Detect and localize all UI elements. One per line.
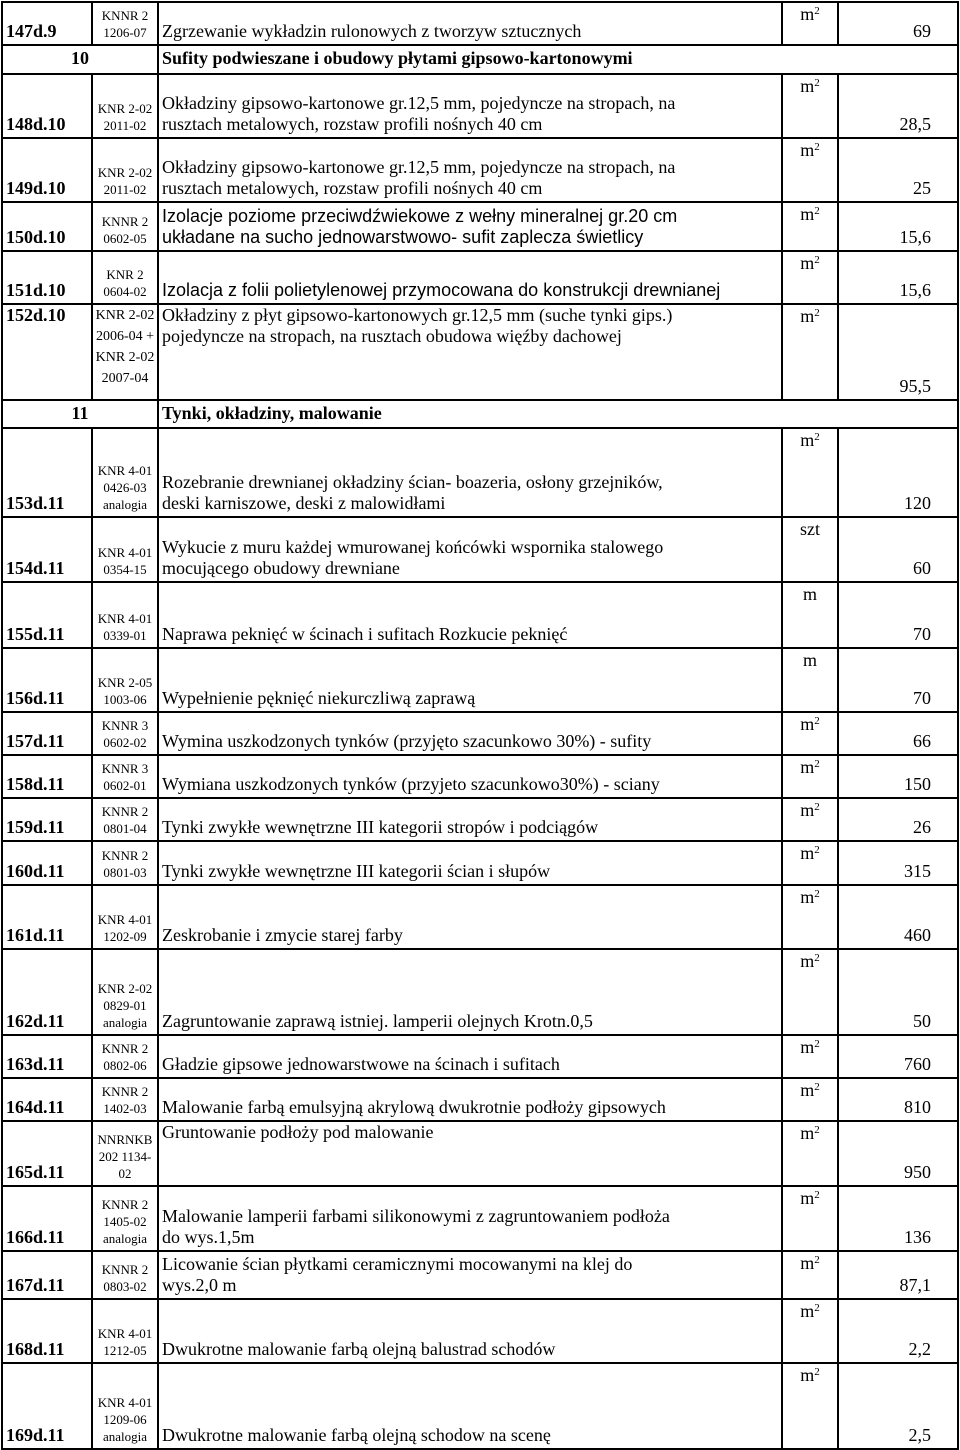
quantity: 150 bbox=[838, 755, 958, 798]
unit-base: szt bbox=[800, 519, 820, 539]
unit-of-measure bbox=[782, 841, 838, 885]
quantity: 315 bbox=[838, 841, 958, 885]
catalog-code-text: KNNR 2 1405-02 analogia bbox=[101, 1197, 149, 1246]
work-description bbox=[158, 582, 782, 648]
quantity: 2,5 bbox=[838, 1363, 958, 1449]
unit-of-measure bbox=[782, 798, 838, 841]
table-row bbox=[2, 755, 958, 798]
catalog-code bbox=[92, 202, 158, 251]
unit-of-measure bbox=[782, 1363, 838, 1449]
work-description-text: Zgrzewanie wykładzin rulonowych z tworzyw sztucznych bbox=[162, 21, 582, 41]
unit-exponent: 2 bbox=[814, 1081, 820, 1093]
position-number: 162d.11 bbox=[2, 949, 92, 1035]
table-row bbox=[2, 138, 958, 202]
catalog-code bbox=[92, 517, 158, 582]
table-row bbox=[2, 251, 958, 304]
position-number: 167d.11 bbox=[2, 1251, 92, 1299]
table-row bbox=[2, 949, 958, 1035]
work-description bbox=[158, 755, 782, 798]
quantity: 25 bbox=[838, 138, 958, 202]
work-description bbox=[158, 949, 782, 1035]
catalog-code-text: KNR 4-01 1209-06 analogia bbox=[97, 1395, 153, 1444]
section-header-row bbox=[2, 400, 958, 428]
table-row bbox=[2, 304, 958, 400]
quantity: 810 bbox=[838, 1078, 958, 1121]
catalog-code-text: KNR 2-02 2006-04 + KNR 2-02 2007-04 bbox=[95, 308, 155, 386]
unit-of-measure bbox=[782, 1251, 838, 1299]
unit-of-measure bbox=[782, 202, 838, 251]
table-row bbox=[2, 1299, 958, 1363]
unit-exponent: 2 bbox=[814, 758, 820, 770]
unit-of-measure bbox=[782, 582, 838, 648]
catalog-code-text: KNR 4-01 0339-01 bbox=[97, 611, 153, 643]
work-description bbox=[158, 74, 782, 138]
position-number: 147d.9 bbox=[2, 2, 92, 45]
quantity: 15,6 bbox=[838, 202, 958, 251]
work-description bbox=[158, 885, 782, 949]
work-description bbox=[158, 1251, 782, 1299]
unit-exponent: 2 bbox=[814, 844, 820, 856]
work-description-text: Okładziny gipsowo-kartonowe gr.12,5 mm, pojedyncze na stropach, na rusztach metalowych, rozstaw profili nośnych 40 cm bbox=[162, 157, 676, 198]
unit-base: m bbox=[800, 430, 815, 450]
work-description-text: Wymiana uszkodzonych tynków (przyjeto szacunkowo30%) - sciany bbox=[162, 774, 660, 794]
unit-exponent: 2 bbox=[814, 5, 820, 17]
unit-base: m bbox=[800, 1365, 815, 1385]
unit-of-measure bbox=[782, 251, 838, 304]
unit-exponent: 2 bbox=[814, 1254, 820, 1266]
catalog-code bbox=[92, 1186, 158, 1251]
unit-exponent: 2 bbox=[814, 888, 820, 900]
quantity: 66 bbox=[838, 712, 958, 755]
unit-of-measure bbox=[782, 712, 838, 755]
unit-of-measure bbox=[782, 1186, 838, 1251]
unit-exponent: 2 bbox=[814, 307, 820, 319]
work-description-text: Okładziny gipsowo-kartonowe gr.12,5 mm, pojedyncze na stropach, na rusztach metalowych, rozstaw profili nośnych 40 cm bbox=[162, 93, 676, 134]
position-number: 168d.11 bbox=[2, 1299, 92, 1363]
unit-base: m bbox=[800, 951, 815, 971]
table-row bbox=[2, 1363, 958, 1449]
unit-base: m bbox=[800, 4, 815, 24]
unit-exponent: 2 bbox=[814, 1124, 820, 1136]
quantity: 69 bbox=[838, 2, 958, 45]
table-row bbox=[2, 2, 958, 45]
work-description-text: Wymina uszkodzonych tynków (przyjęto szacunkowo 30%) - sufity bbox=[162, 731, 652, 751]
catalog-code bbox=[92, 798, 158, 841]
work-description-text: Zagruntowanie zaprawą istniej. lamperii olejnych Krotn.0,5 bbox=[162, 1011, 593, 1031]
unit-base: m bbox=[802, 584, 817, 604]
work-description bbox=[158, 1299, 782, 1363]
position-number: 155d.11 bbox=[2, 582, 92, 648]
quantity: 70 bbox=[838, 648, 958, 712]
work-description-text: Wypełnienie pęknięć niekurczliwą zaprawą bbox=[162, 688, 476, 708]
position-number: 164d.11 bbox=[2, 1078, 92, 1121]
catalog-code-text: KNNR 2 1206-07 bbox=[101, 8, 149, 40]
position-number: 153d.11 bbox=[2, 428, 92, 517]
unit-of-measure bbox=[782, 74, 838, 138]
table-row bbox=[2, 798, 958, 841]
unit-base: m bbox=[800, 1253, 815, 1273]
position-number: 148d.10 bbox=[2, 74, 92, 138]
work-description bbox=[158, 1035, 782, 1078]
unit-of-measure bbox=[782, 1299, 838, 1363]
catalog-code bbox=[92, 1035, 158, 1078]
work-description-text: Wykucie z muru każdej wmurowanej końcówki wspornika stalowego mocującego obudowy drewniane bbox=[162, 537, 664, 578]
position-number: 149d.10 bbox=[2, 138, 92, 202]
catalog-code bbox=[92, 949, 158, 1035]
catalog-code-text: KNNR 2 0802-06 bbox=[101, 1041, 149, 1073]
table-row bbox=[2, 1078, 958, 1121]
unit-exponent: 2 bbox=[814, 952, 820, 964]
unit-base: m bbox=[800, 140, 815, 160]
table-row bbox=[2, 712, 958, 755]
work-description bbox=[158, 712, 782, 755]
quantity: 950 bbox=[838, 1121, 958, 1186]
quantity: 2,2 bbox=[838, 1299, 958, 1363]
quantity: 760 bbox=[838, 1035, 958, 1078]
table-row bbox=[2, 841, 958, 885]
work-description bbox=[158, 304, 782, 400]
unit-base: m bbox=[800, 714, 815, 734]
catalog-code bbox=[92, 712, 158, 755]
work-description bbox=[158, 2, 782, 45]
catalog-code-text: KNR 4-01 1212-05 bbox=[97, 1326, 153, 1358]
catalog-code bbox=[92, 582, 158, 648]
catalog-code-text: NNRNKB 202 1134- 02 bbox=[97, 1132, 153, 1181]
catalog-code bbox=[92, 1299, 158, 1363]
unit-exponent: 2 bbox=[814, 254, 820, 266]
unit-base: m bbox=[800, 253, 815, 273]
work-description-text: Okładziny z płyt gipsowo-kartonowych gr.12,5 mm (suche tynki gips.) pojedyncze na stropach, na rusztach obudowa więźby dachowej bbox=[162, 305, 673, 346]
table-row bbox=[2, 428, 958, 517]
work-description bbox=[158, 798, 782, 841]
quantity: 136 bbox=[838, 1186, 958, 1251]
work-description-text: Izolacja z folii polietylenowej przymocowana do konstrukcji drewnianej bbox=[162, 280, 721, 300]
catalog-code bbox=[92, 304, 158, 400]
section-number: 11 bbox=[2, 400, 158, 428]
work-description-text: Izolacje poziome przeciwdźwiekowe z wełny mineralnej gr.20 cm układane na sucho jednowarstwowo- sufit zaplecza świetlicy bbox=[162, 206, 678, 247]
catalog-code-text: KNNR 3 0602-01 bbox=[101, 761, 149, 793]
unit-of-measure bbox=[782, 755, 838, 798]
unit-of-measure bbox=[782, 1035, 838, 1078]
unit-exponent: 2 bbox=[814, 77, 820, 89]
table-row bbox=[2, 1121, 958, 1186]
unit-exponent: 2 bbox=[814, 1366, 820, 1378]
quantity: 60 bbox=[838, 517, 958, 582]
work-description-text: Dwukrotne malowanie farbą olejną schodow na scenę bbox=[162, 1425, 551, 1445]
catalog-code-text: KNR 2-02 0829-01 analogia bbox=[97, 981, 153, 1030]
work-description-text: Licowanie ścian płytkami ceramicznymi mocowanymi na klej do wys.2,0 m bbox=[162, 1254, 633, 1295]
catalog-code-text: KNNR 2 0801-04 bbox=[101, 804, 149, 836]
position-number: 160d.11 bbox=[2, 841, 92, 885]
unit-base: m bbox=[800, 1188, 815, 1208]
work-description-text: Gruntowanie podłoży pod malowanie bbox=[162, 1122, 434, 1142]
unit-of-measure bbox=[782, 949, 838, 1035]
work-description bbox=[158, 1121, 782, 1186]
unit-exponent: 2 bbox=[814, 715, 820, 727]
unit-base: m bbox=[800, 76, 815, 96]
position-number: 165d.11 bbox=[2, 1121, 92, 1186]
table-body bbox=[2, 2, 958, 1449]
catalog-code-text: KNR 2-05 1003-06 bbox=[97, 675, 153, 707]
unit-of-measure bbox=[782, 1078, 838, 1121]
catalog-code-text: KNNR 2 0602-05 bbox=[101, 214, 149, 246]
table-row bbox=[2, 648, 958, 712]
catalog-code bbox=[92, 841, 158, 885]
unit-of-measure bbox=[782, 138, 838, 202]
table-row bbox=[2, 1251, 958, 1299]
unit-exponent: 2 bbox=[814, 1189, 820, 1201]
position-number: 150d.10 bbox=[2, 202, 92, 251]
work-description bbox=[158, 251, 782, 304]
position-number: 151d.10 bbox=[2, 251, 92, 304]
quantity: 70 bbox=[838, 582, 958, 648]
unit-exponent: 2 bbox=[814, 801, 820, 813]
work-description bbox=[158, 517, 782, 582]
table-row bbox=[2, 1186, 958, 1251]
catalog-code-text: KNNR 3 0602-02 bbox=[101, 718, 149, 750]
unit-exponent: 2 bbox=[814, 205, 820, 217]
position-number: 166d.11 bbox=[2, 1186, 92, 1251]
catalog-code-text: KNNR 2 0803-02 bbox=[101, 1262, 149, 1294]
unit-base: m bbox=[800, 843, 815, 863]
work-description-text: Tynki zwykłe wewnętrzne III kategorii stropów i podciągów bbox=[162, 817, 599, 837]
unit-base: m bbox=[800, 1037, 815, 1057]
unit-of-measure bbox=[782, 304, 838, 400]
catalog-code bbox=[92, 251, 158, 304]
work-description-text: Tynki zwykłe wewnętrzne III kategorii ścian i słupów bbox=[162, 861, 551, 881]
unit-of-measure bbox=[782, 2, 838, 45]
work-description bbox=[158, 1363, 782, 1449]
catalog-code bbox=[92, 138, 158, 202]
quantity: 50 bbox=[838, 949, 958, 1035]
unit-exponent: 2 bbox=[814, 1038, 820, 1050]
section-title: Tynki, okładziny, malowanie bbox=[158, 400, 958, 428]
catalog-code-text: KNR 2-02 2011-02 bbox=[97, 165, 153, 197]
quantity: 26 bbox=[838, 798, 958, 841]
unit-of-measure bbox=[782, 428, 838, 517]
unit-base: m bbox=[800, 1080, 815, 1100]
table-row bbox=[2, 885, 958, 949]
work-description bbox=[158, 202, 782, 251]
catalog-code bbox=[92, 1078, 158, 1121]
work-description-text: Malowanie farbą emulsyjną akrylową dwukrotnie podłoży gipsowych bbox=[162, 1097, 666, 1117]
catalog-code-text: KNR 2-02 2011-02 bbox=[97, 101, 153, 133]
unit-base: m bbox=[800, 887, 815, 907]
section-header-row bbox=[2, 45, 958, 74]
unit-base: m bbox=[800, 306, 815, 326]
position-number: 156d.11 bbox=[2, 648, 92, 712]
catalog-code bbox=[92, 428, 158, 517]
unit-exponent: 2 bbox=[814, 141, 820, 153]
position-number: 158d.11 bbox=[2, 755, 92, 798]
cost-estimate-table bbox=[1, 1, 959, 1450]
table-row bbox=[2, 1035, 958, 1078]
position-number: 163d.11 bbox=[2, 1035, 92, 1078]
work-description bbox=[158, 841, 782, 885]
unit-base: m bbox=[800, 1301, 815, 1321]
quantity: 460 bbox=[838, 885, 958, 949]
catalog-code-text: KNR 4-01 1202-09 bbox=[97, 912, 153, 944]
section-number: 10 bbox=[2, 45, 158, 74]
work-description bbox=[158, 428, 782, 517]
unit-exponent: 2 bbox=[814, 1302, 820, 1314]
quantity: 87,1 bbox=[838, 1251, 958, 1299]
unit-of-measure bbox=[782, 1121, 838, 1186]
unit-exponent: 2 bbox=[814, 431, 820, 443]
work-description bbox=[158, 1186, 782, 1251]
work-description-text: Malowanie lamperii farbami silikonowymi z zagruntowaniem podłoża do wys.1,5m bbox=[162, 1206, 670, 1247]
unit-base: m bbox=[800, 800, 815, 820]
work-description-text: Naprawa peknięć w ścinach i sufitach Rozkucie peknięć bbox=[162, 624, 568, 644]
catalog-code-text: KNR 2 0604-02 bbox=[103, 267, 147, 299]
position-number: 169d.11 bbox=[2, 1363, 92, 1449]
quantity: 120 bbox=[838, 428, 958, 517]
section-title: Sufity podwieszane i obudowy płytami gipsowo-kartonowymi bbox=[158, 45, 958, 74]
work-description bbox=[158, 648, 782, 712]
catalog-code bbox=[92, 1251, 158, 1299]
unit-base: m bbox=[800, 1123, 815, 1143]
unit-of-measure bbox=[782, 517, 838, 582]
quantity: 15,6 bbox=[838, 251, 958, 304]
quantity: 28,5 bbox=[838, 74, 958, 138]
unit-of-measure bbox=[782, 885, 838, 949]
work-description bbox=[158, 1078, 782, 1121]
unit-base: m bbox=[800, 757, 815, 777]
position-number: 161d.11 bbox=[2, 885, 92, 949]
unit-of-measure bbox=[782, 648, 838, 712]
position-number: 154d.11 bbox=[2, 517, 92, 582]
catalog-code bbox=[92, 885, 158, 949]
catalog-code bbox=[92, 755, 158, 798]
catalog-code bbox=[92, 1121, 158, 1186]
unit-base: m bbox=[802, 650, 817, 670]
work-description bbox=[158, 138, 782, 202]
work-description-text: Gładzie gipsowe jednowarstwowe na ścinach i sufitach bbox=[162, 1054, 560, 1074]
catalog-code-text: KNNR 2 1402-03 bbox=[101, 1084, 149, 1116]
work-description-text: Rozebranie drewnianej okładziny ścian- boazeria, osłony grzejników, deski karniszowe, deski z malowidłami bbox=[162, 472, 663, 513]
catalog-code bbox=[92, 2, 158, 45]
catalog-code bbox=[92, 1363, 158, 1449]
catalog-code-text: KNR 4-01 0426-03 analogia bbox=[97, 463, 153, 512]
position-number: 159d.11 bbox=[2, 798, 92, 841]
unit-base: m bbox=[800, 204, 815, 224]
position-number: 157d.11 bbox=[2, 712, 92, 755]
table-row bbox=[2, 74, 958, 138]
catalog-code-text: KNR 4-01 0354-15 bbox=[97, 545, 153, 577]
catalog-code-text: KNNR 2 0801-03 bbox=[101, 848, 149, 880]
work-description-text: Dwukrotne malowanie farbą olejną balustrad schodów bbox=[162, 1339, 556, 1359]
work-description-text: Zeskrobanie i zmycie starej farby bbox=[162, 925, 403, 945]
catalog-code bbox=[92, 648, 158, 712]
quantity: 95,5 bbox=[838, 304, 958, 400]
table-row bbox=[2, 517, 958, 582]
table-row bbox=[2, 582, 958, 648]
catalog-code bbox=[92, 74, 158, 138]
table-row bbox=[2, 202, 958, 251]
position-number: 152d.10 bbox=[2, 304, 92, 400]
